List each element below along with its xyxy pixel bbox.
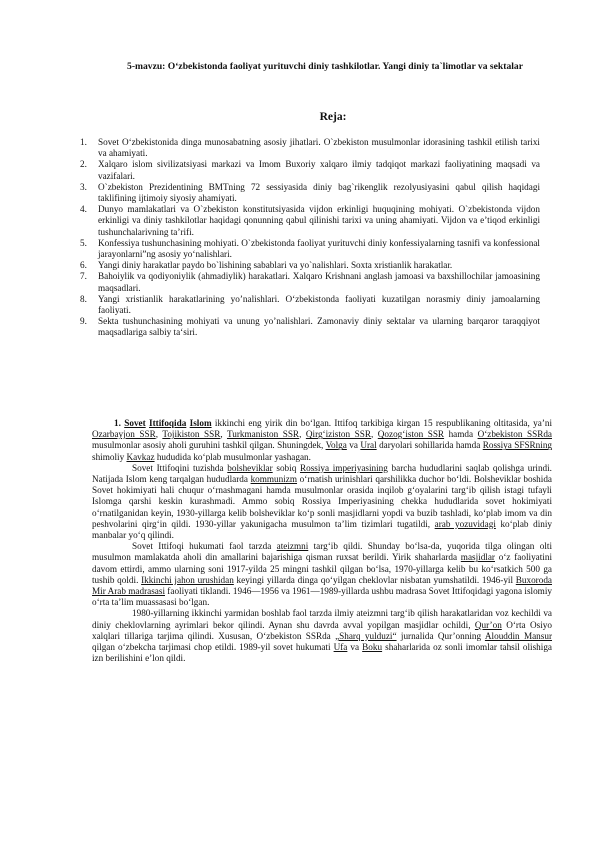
plan-item bbox=[80, 238, 540, 260]
link-rossiya-sfsr[interactable]: Rossiya SFSRning bbox=[482, 440, 553, 451]
text-run: jurnalida Qur’onning bbox=[396, 630, 485, 641]
text-run: o‘z faoliyatini davom ettirdi, ammo ularning soni 1917-yilda 25 mingni tashkil qilgan bo‘lsa, 1970-yillarga kelib bu ko‘rsatkich 500 ga tushib qoldi. bbox=[92, 552, 552, 585]
link-mir-arab-madrasasi[interactable]: Mir Arab madrasasi bbox=[92, 586, 165, 597]
plan-item bbox=[80, 159, 540, 181]
text-run: o‘rnatish urinishlari qarshilikka duchor bo‘ldi. Bolsheviklar boshida Sovet hokimiyati hali chuqur o‘rnashmagani hamda musulmonlar orasida inqilob g‘oyalarini targ‘ib qilish istagi tufayli Islomga qarshi keskin kurashmadi. Ammo sobiq Rossiya Imperiyasining chekka hududlarida sovet hokimiyati o‘rnatilganidan keyin, 1930-yillarga kelib bolsheviklar ko‘p sonli masjidlarni yopdi va buzib tashladi, ko‘plab imom va din peshvolarini qirg‘in qildi. 1930-yillar yakunigacha musulmon ta’lim tizimlari tugatildi, bbox=[92, 474, 552, 529]
link-buxoro[interactable]: Buxoroda bbox=[515, 574, 552, 585]
plan-item-text: Yangi xristianlik harakatlarining yo’nalishlari. O‘zbekistonda faoliyati kuzatilgan norasmiy diniy jamoalarning faoliyati. bbox=[98, 293, 540, 316]
text-run: targ‘ib qildi. Shunday bo‘lsa-da, yuqorida tilga olingan olti musulmon mamlakatda aholi din amallarini bajarishiga qisman ruxsat berildi. Yirik shaharlarda bbox=[92, 541, 552, 563]
text-run: O‘rta Osiyo xalqlari tillariga tarjima qilindi. Xususan, O‘zbekiston SSRda bbox=[92, 619, 552, 641]
plan-item-text: O`zbekiston Prezidentining BMTning 72 sessiyasida diniy bag`rikenglik rezolyusiyasini qabul qilish haqidagi taklifining ijtimoiy siyosiy ahamiyati. bbox=[98, 181, 540, 204]
plan-item bbox=[80, 204, 540, 238]
link-qirgiziston[interactable]: Qirg‘iziston SSR bbox=[305, 429, 371, 440]
link-islom[interactable]: Islom bbox=[189, 418, 212, 428]
text-run: keyingi yillarda dinga qo‘yilgan cheklovlar nisbatan yumshatildi. 1946-yil bbox=[233, 574, 516, 585]
paragraph-1 bbox=[92, 418, 552, 463]
page-title: 5-mavzu: O‘zbekistonda faoliyat yurituvchi diniy tashkilotlar. Yangi diniy ta`limotlar va sektalar bbox=[127, 61, 523, 72]
link-bolsheviklar[interactable]: bolsheviklar bbox=[227, 462, 273, 473]
plan-item-number: 2. bbox=[80, 159, 87, 170]
link-boku[interactable]: Boku bbox=[362, 642, 383, 653]
link-kommunizm[interactable]: kommunizm bbox=[250, 474, 298, 485]
plan-item-text: Bahoiylik va qodiyoniylik (ahmadiylik) harakatlari. Xalqaro Krishnani anglash jamoasi va baxshillochilar jamoasining maqsadlari. bbox=[98, 271, 540, 293]
section-number: 1. bbox=[114, 418, 121, 428]
link-rossiya-imperiyasi[interactable]: Rossiya imperiyasining bbox=[299, 462, 388, 473]
text-run: 1980-yillarning ikkinchi yarmidan boshlab faol tarzda ilmiy ateizmni targ‘ib qilish harakatlaridan voz kechildi va diniy cheklovlarning ayrimlari bekor qilindi. Aynan shu davrda avval yopilgan masjidlar ochildi, bbox=[92, 608, 552, 630]
text-run: musulmonlar asosiy aholi guruhini tashkil qilgan. Shuningdek, bbox=[92, 440, 326, 451]
link-quron[interactable]: Qur’on bbox=[474, 619, 502, 630]
text-run: daryolari sohillarida hamda bbox=[376, 440, 483, 451]
text-run: , bbox=[155, 429, 163, 440]
plan-item bbox=[80, 271, 540, 293]
paragraph-3 bbox=[92, 541, 552, 608]
plan-item-number: 8. bbox=[80, 293, 87, 304]
link-turkmaniston[interactable]: Turkmaniston SSR bbox=[226, 429, 300, 440]
text-run: Sovet Ittifoqini tuzishda bbox=[132, 462, 228, 473]
text-run: barcha hududlarini saqlab qolishga urindi. Natijada Islom keng tarqalgan hududlarda bbox=[92, 462, 552, 485]
link-qozogiston[interactable]: Qozog‘iston SSR bbox=[377, 429, 445, 440]
plan-item-number: 5. bbox=[80, 237, 87, 248]
text-run: va bbox=[347, 642, 363, 653]
link-ural[interactable]: Ural bbox=[360, 440, 377, 451]
plan-item-number: 3. bbox=[80, 181, 87, 192]
link-ateizm[interactable]: ateizmni bbox=[276, 541, 309, 552]
plan-item-number: 4. bbox=[80, 204, 87, 215]
plan-item-number: 1. bbox=[80, 137, 87, 147]
text-run: ikkinchi eng yirik din bo‘lgan. Ittifoq tarkibiga kirgan 15 respublikaning oltitasida, ya’ni bbox=[211, 418, 553, 428]
plan-item-number: 9. bbox=[80, 316, 87, 327]
text-run: faoliyati tiklandi. 1946—1956 va 1961—1989-yillarda ushbu madrasa Sovet Ittifoqidagi yagona islomiy o‘rta ta’lim muassasasi bo‘lgan. bbox=[92, 586, 552, 608]
link-ufa[interactable]: Ufa bbox=[333, 642, 348, 653]
text-run: sobiq bbox=[272, 462, 300, 473]
link-ikkinchi-jahon-urushi[interactable]: Ikkinchi jahon urushidan bbox=[141, 574, 234, 585]
link-ozbekiston[interactable]: O‘zbekiston SSRda bbox=[477, 429, 552, 440]
plan-item-text: Sekta tushunchasining mohiyati va unung yo’nalishlari. Zamonaviy diniy sektalar va ularning barqaror taraqqiyot maqsadlariga salbiy ta‘siri. bbox=[98, 316, 540, 338]
link-masjidlar[interactable]: masjidlar bbox=[460, 552, 495, 563]
text-run: qilgan o‘zbekcha tarjimasi chop etildi. 1989-yil sovet hukumati bbox=[92, 642, 334, 653]
link-ittifoqida[interactable]: Ittifoqida bbox=[149, 418, 187, 428]
link-sovet[interactable]: Sovet bbox=[124, 418, 146, 428]
text-run: va bbox=[346, 440, 361, 451]
link-volga[interactable]: Volga bbox=[325, 440, 347, 451]
plan-list bbox=[80, 137, 540, 339]
text-run: Sovet Ittifoqi hukumati faol tarzda bbox=[132, 541, 277, 552]
plan-item-text: Dunyo mamlakatlari va O`zbekiston konstitutsiyasida vijdon erkinligi huquqining mohiyati. O`zbekistonda vijdon erkinligi va diniy tashkilotlar haqidagi qonunning qabul qilinishi tarixi va uning ahamiyati. Vijdon va e’tiqod erkinligi tushunchalarivning ta’rifi. bbox=[98, 204, 540, 237]
plan-item-text: Sovet O‘zbekistonida dinga munosabatning asosiy jihatlari. O`zbekiston musulmonlar idorasining tashkil etilish tarixi va ahamiyati. bbox=[98, 137, 540, 159]
plan-item-number: 7. bbox=[80, 271, 87, 282]
body-text bbox=[92, 418, 552, 664]
text-run: shimoliy bbox=[92, 451, 127, 462]
paragraph-2 bbox=[92, 463, 552, 541]
text-run: , bbox=[299, 429, 306, 440]
plan-item-text: Xalqaro islom sivilizatsiyasi markazi va Imom Buxoriy xalqaro ilmiy tadqiqot markazi faoliyatining maqsadi va vazifalari. bbox=[98, 159, 540, 181]
plan-heading: Reja: bbox=[319, 111, 347, 123]
text-run: , bbox=[220, 429, 227, 440]
link-tojikiston[interactable]: Tojikiston SSR bbox=[162, 429, 221, 440]
plan-item bbox=[80, 294, 540, 316]
plan-item-text: Konfessiya tushunchasining mohiyati. O`zbekistonda faoliyat yurituvchi diniy konfessiyalarning tasnifi va konfessional jarayonlarni”ng asosiy yo‘nalishlari. bbox=[98, 237, 540, 260]
plan-item bbox=[80, 260, 540, 271]
plan-item bbox=[80, 182, 540, 204]
plan-item-text: Yangi diniy harakatlar paydo bo`lishining sabablari va yo`nalishlari. Soxta xristianlik harakatlar. bbox=[98, 260, 453, 271]
plan-item bbox=[80, 316, 540, 338]
paragraph-4 bbox=[92, 608, 552, 664]
text-run: ko‘plab diniy manbalar yo‘q qilindi. bbox=[92, 518, 552, 541]
text-run: , bbox=[370, 429, 378, 440]
link-kavkaz[interactable]: Kavkaz bbox=[126, 451, 155, 462]
link-alouddin-mansur[interactable]: Alouddin Mansur bbox=[484, 630, 553, 641]
text-run: hududida ko‘plab musulmonlar yashagan. bbox=[154, 451, 311, 462]
text-run: hamda bbox=[444, 429, 478, 440]
link-arab-yozuvi[interactable]: arab yozuvidagi bbox=[434, 518, 496, 529]
plan-item bbox=[80, 137, 540, 159]
link-ozarbayjon[interactable]: Ozarbayjon SSR bbox=[92, 429, 156, 440]
plan-item-number: 6. bbox=[80, 260, 87, 271]
link-sharq-yulduzi[interactable]: „Sharq yulduzi“ bbox=[335, 630, 397, 641]
text-run: shaharlarida oz sonli imomlar tahsil olishiga izn berilishini e’lon qildi. bbox=[92, 642, 552, 664]
